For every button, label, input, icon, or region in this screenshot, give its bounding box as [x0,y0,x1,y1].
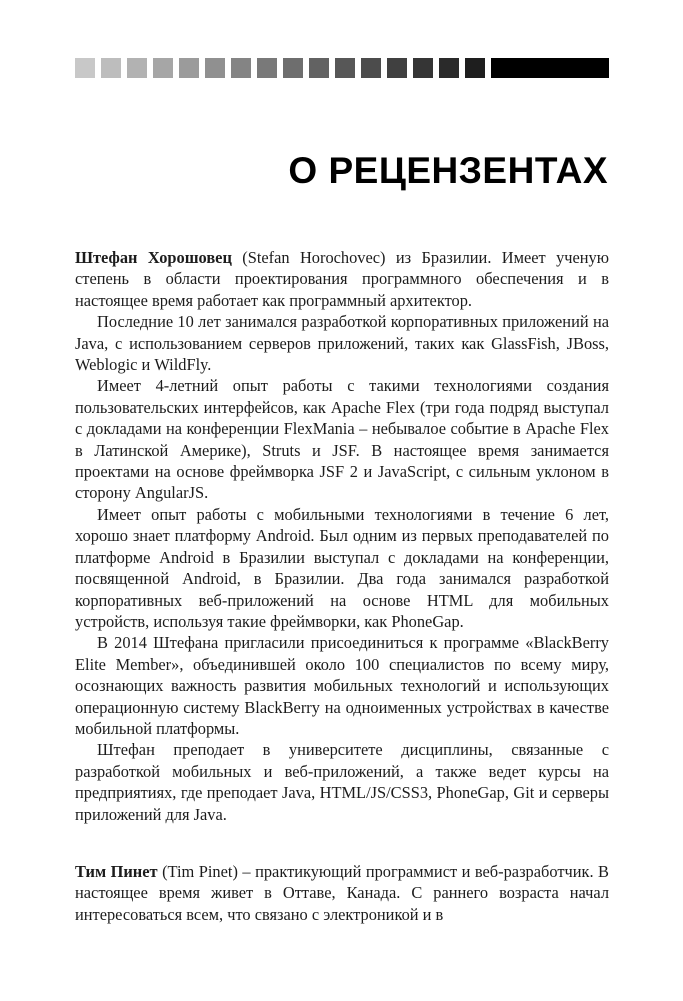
gradient-square [309,58,329,78]
gradient-square [361,58,381,78]
reviewer-1-paragraph-1 [75,247,609,311]
paragraph-text: Последние 10 лет занимался разработкой корпоративных приложений на Java, с использованием серверов приложений, таких как GlassFish, JBoss, Weblogic и WildFly. [75,312,609,375]
reviewer-2-paragraph-1 [75,861,609,925]
paragraph-text: Имеет 4-летний опыт работы с такими технологиями создания пользовательских интерфейсов, как Apache Flex (три года подряд выступал с докладами на конференции FlexMania – небывалое событие в Apache Flex в Латинской Америке), Struts и JSF. В настоящее время занимается проектами на основе фреймворка JSF 2 и JavaScript, с сильным уклоном в сторону AngularJS. [75,376,609,503]
gradient-end-bar [491,58,609,78]
reviewer-1-name: Штефан Хорошовец [75,248,232,267]
paragraph-text: (Tim Pinet) – практикующий программист и веб-разработчик. В настоящее время живет в Оттаве, Канада. С раннего возраста начал интересоваться всем, что связано с электроникой и в [75,861,609,924]
gradient-square [101,58,121,78]
paragraph-text: Имеет опыт работы с мобильными технологиями в течение 6 лет, хорошо знает платформу Android. Был одним из первых преподавателей по платформе Android в Бразилии выступал с докладами на конференции, посвященной Android, в Бразилии. Два года занимался разработкой корпоративных веб-приложений на основе HTML для мобильных устройств, используя такие фреймворки, как PhoneGap. [75,504,609,631]
page-title: О РЕЦЕНЗЕНТАХ [288,150,608,191]
gradient-square [179,58,199,78]
gradient-square [465,58,485,78]
paragraph-text: Штефан преподает в университете дисциплины, связанные с разработкой мобильных и веб-приложений, а также ведет курсы на предприятиях, где преподает Java, HTML/JS/CSS3, PhoneGap, Git и серверы приложений для Java. [75,740,609,824]
reviewer-1-paragraph-6 [75,739,609,825]
gradient-square [335,58,355,78]
gradient-square [153,58,173,78]
reviewer-1-paragraph-2 [75,311,609,375]
paragraph-text: В 2014 Штефана пригласили присоединиться к программе «BlackBerry Elite Member», объединившей около 100 специалистов по всему миру, осознающих важность развития мобильных технологий и использующих операционную систему BlackBerry на одноименных устройствах в качестве мобильной платформы. [75,633,609,738]
gradient-square [75,58,95,78]
paragraph-text: (Stefan Horochovec) из Бразилии. Имеет ученую степень в области проектирования программного обеспечения и в настоящее время работает как программный архитектор. [75,248,609,310]
gradient-square [387,58,407,78]
reviewer-1-paragraph-5 [75,632,609,739]
gradient-square [231,58,251,78]
decorative-gradient-bar [75,58,609,78]
reviewer-1-paragraph-3 [75,375,609,503]
reviewer-2-name: Тим Пинет [75,861,158,881]
gradient-square [127,58,147,78]
gradient-square [283,58,303,78]
page-body [75,247,609,925]
gradient-square [205,58,225,78]
gradient-square [257,58,277,78]
gradient-square [413,58,433,78]
reviewer-1-paragraph-4 [75,504,609,632]
gradient-square [439,58,459,78]
